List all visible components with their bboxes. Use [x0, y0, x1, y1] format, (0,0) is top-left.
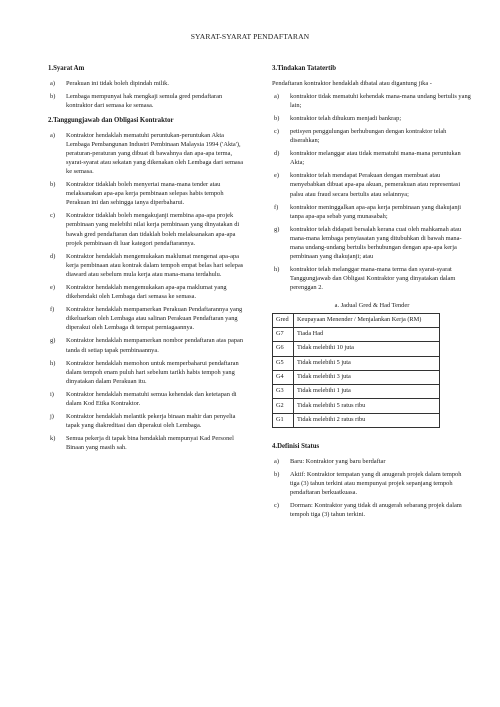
- table-header-gred: Gred: [273, 313, 294, 327]
- list-item: [272, 92, 472, 110]
- list-item-text: Kontraktor hendaklah mengemukakan apa-apa maklumat yang dikehendaki oleh Lembaga dari semasa ke semasa.: [66, 283, 227, 301]
- list-item: [48, 305, 244, 332]
- list-item: [48, 211, 244, 247]
- table-cell-capacity: Tidak melebihi 1 juta: [294, 385, 440, 399]
- grade-tender-table: [272, 313, 440, 429]
- list-item-marker: g): [50, 337, 56, 345]
- list-item-marker: e): [274, 172, 279, 180]
- list-item-text: Kontraktor hendaklah mengemukakan maklumat mengenai apa-apa kerja pembinaan atau kontrak dalam tempoh empat belas hari selepas diaward atau sebelum mula kerja atau mana-mana terdahulu.: [66, 252, 244, 278]
- list-item-marker: f): [50, 306, 55, 314]
- list-item: [48, 92, 244, 110]
- list-item-marker: h): [50, 359, 56, 367]
- section-2-list: [48, 131, 244, 453]
- list-item-text: Kontraktor hendaklah mempamerkan Perakuan Pendaftarannya yang dikeluarkan oleh Lembaga atau salinan Perakuan Pendaftaran yang diperakui oleh Lembaga di tempat perniagaannya.: [66, 306, 243, 332]
- list-item-marker: k): [50, 435, 56, 443]
- list-item-text: Dorman: Kontraktor yang tidak di anugerah sebarang projek dalam tempoh tiga (3) tahun terkini.: [290, 502, 462, 519]
- section-3-list: [272, 92, 472, 293]
- document-title: SYARAT-SYARAT PENDAFTARAN: [190, 32, 310, 41]
- table-row: [273, 413, 440, 427]
- table-cell-capacity: Tidak melebihi 5 juta: [294, 356, 440, 370]
- list-item: [48, 390, 244, 408]
- list-item: [272, 127, 472, 145]
- list-item-text: Kontraktor hendaklah mempamerkan nombor pendaftaran atas papan tanda di setiap tapak pembinaannya.: [66, 337, 244, 354]
- table-row: [273, 399, 440, 413]
- table-caption: a. Jadual Gred & Had Tender: [334, 301, 410, 309]
- list-item: [48, 79, 244, 88]
- list-item-marker: j): [50, 413, 54, 421]
- list-item: [272, 203, 472, 221]
- table-cell-capacity: Tiada Had: [294, 327, 440, 341]
- list-item-text: Kontraktor hendaklah melantik pekerja binaan mahir dan penyelia tapak yang diakreditasi dan diperakui oleh Lembaga.: [66, 413, 236, 430]
- list-item-text: Kontraktor tidaklah boleh mengakujanji membina apa-apa projek pembinaan yang melebihi nilai kerja pembinaan yang dinyatakan di bawah gred pendaftaran dan tidaklah boleh melaksanakan apa-apa projek pembinaan di luar kategori pendaftarannya.: [66, 212, 240, 247]
- list-item-text: kontraktor telah didapati bersalah kerana cuai oleh mahkamah atau mana-mana lembaga penyiasatan yang ditubuhkan di bawah mana-mana undang-undang bertulis berhubungan dengan apa-apa kerja pembinaan yang diakujanji; atau: [290, 225, 462, 261]
- table-cell-gred: G4: [273, 370, 294, 384]
- list-item-marker: e): [50, 283, 55, 291]
- list-item-text: Semua pekerja di tapak bina hendaklah mempunyai Kad Personel Binaan yang masih sah.: [66, 435, 234, 452]
- list-item-marker: c): [274, 128, 279, 136]
- list-item-marker: i): [50, 390, 54, 398]
- list-item-marker: d): [50, 252, 56, 260]
- list-item: [272, 457, 472, 466]
- list-item-text: Kontraktor hendaklah mematuhi semua kehendak dan ketetapan di dalam Kod Etika Kontraktor.: [66, 390, 237, 407]
- table-header-capacity: Keupayaan Menender / Menjalankan Kerja (RM): [294, 313, 440, 327]
- section-2-heading: 2.Tanggungjawab dan Obligasi Kontraktor: [48, 116, 174, 124]
- list-item: [48, 180, 244, 207]
- list-item-marker: a): [50, 79, 55, 87]
- list-item-text: Lembaga mempunyai hak mengkaji semula gred pendaftaran kontraktor dari semasa ke semasa.: [66, 92, 223, 109]
- table-cell-gred: G6: [273, 342, 294, 356]
- list-item: [48, 412, 244, 430]
- list-item-marker: h): [274, 266, 280, 274]
- list-item-text: kontraktor meninggalkan apa-apa kerja pembinaan yang diakujanji tanpa apa-apa sebab yang munasabah;: [290, 203, 462, 220]
- table-row: [273, 342, 440, 356]
- list-item: [272, 470, 472, 497]
- list-item-text: Perakuan ini tidak boleh dipindah milik.: [66, 79, 169, 87]
- list-item-marker: g): [274, 225, 280, 233]
- section-1-list: [48, 79, 244, 110]
- list-item: [48, 252, 244, 279]
- list-item: [272, 225, 472, 261]
- table-cell-gred: G1: [273, 413, 294, 427]
- right-column: [272, 64, 472, 523]
- section-3-intro: Pendaftaran kontraktor hendaklah dibatal atau digantung jika -: [272, 79, 432, 87]
- list-item-text: kontraktor tidak mematuhi kehendak mana-mana undang bertulis yang lain;: [290, 92, 471, 109]
- table-cell-gred: G7: [273, 327, 294, 341]
- list-item: [272, 171, 472, 198]
- list-item-marker: b): [274, 114, 280, 122]
- list-item-text: Kontraktor hendaklah mematuhi peruntukan-peruntukan Akta Lembaga Pembangunan Industri Pembinaan Malaysia 1994 ('Akta'), peraturan-peraturan yang dibuat di bawahnya dan apa-apa terma, syarat-syarat atau sekatan yang dikenakan oleh Lembaga dari semasa ke semasa.: [66, 131, 244, 175]
- list-item-text: Baru: Kontraktor yang baru berdaftar: [290, 457, 386, 465]
- list-item: [272, 501, 472, 519]
- section-1-heading: 1.Syarat Am: [48, 65, 85, 72]
- left-column: [48, 64, 244, 456]
- list-item: [272, 114, 472, 123]
- list-item: [272, 265, 472, 292]
- list-item-text: Kontraktor hendaklah memohon untuk memperbaharui pendaftaran dalam tempoh enam puluh hari sebelum tarikh habis tempoh yang dinyatakan dalam Perakuan itu.: [66, 359, 239, 385]
- section-3-heading: 3.Tindakan Tatatertib: [272, 65, 337, 72]
- list-item-marker: d): [274, 150, 280, 158]
- list-item: [48, 336, 244, 354]
- table-cell-gred: G2: [273, 399, 294, 413]
- table-cell-capacity: Tidak melebihi 2 ratus ribu: [294, 413, 440, 427]
- list-item: [48, 359, 244, 386]
- table-row: [273, 356, 440, 370]
- list-item-marker: b): [50, 92, 56, 100]
- table-cell-capacity: Tidak melebihi 3 juta: [294, 370, 440, 384]
- list-item-marker: a): [274, 92, 279, 100]
- section-4-list: [272, 457, 472, 520]
- list-item-text: petisyen penggulungan berhubungan dengan kontraktor telah diserahkan;: [290, 128, 447, 145]
- table-row: [273, 327, 440, 341]
- list-item: [48, 283, 244, 301]
- list-item-marker: c): [50, 212, 55, 220]
- list-item-text: kontraktor telah mendapat Perakuan dengan membuat atau menyebabkan dibuat apa-apa akuan, pemerakuan atau representasi palsu atau fraud secara bertulis atau selainnya;: [290, 172, 461, 198]
- table-cell-gred: G3: [273, 385, 294, 399]
- list-item-text: kontraktor melanggar atau tidak mematuhi mana-mana peruntukan Akta;: [290, 150, 461, 167]
- list-item: [48, 434, 244, 452]
- list-item-text: Kontraktor tidaklah boleh menyertai mana-mana tender atau melaksanakan apa-apa kerja pembinaan selepas habis tempoh Perakuan ini dan sehingga ianya diperbaharui.: [66, 181, 224, 207]
- table-row: [273, 370, 440, 384]
- table-body: [273, 327, 440, 427]
- list-item-marker: b): [274, 470, 280, 478]
- table-cell-gred: G5: [273, 356, 294, 370]
- list-item-text: Aktif: Kontraktor tempatan yang di anugerah projek dalam tempoh tiga (3) tahun terkini atau mempunyai projek sepanjang tempoh pendaftaran berkuatkuasa.: [290, 470, 462, 497]
- list-item-marker: c): [274, 502, 279, 510]
- list-item-text: kontraktor telah dihukum menjadi bankrap;: [290, 114, 402, 122]
- section-4-heading: 4.Definisi Status: [272, 443, 320, 451]
- list-item: [272, 149, 472, 167]
- list-item-marker: a): [50, 131, 55, 139]
- list-item-marker: f): [274, 203, 279, 211]
- list-item: [48, 131, 244, 176]
- table-cell-capacity: Tidak melebihi 10 juta: [294, 342, 440, 356]
- list-item-marker: a): [274, 457, 279, 465]
- list-item-marker: b): [50, 181, 56, 189]
- table-header-row: [273, 313, 440, 327]
- table-row: [273, 385, 440, 399]
- list-item-text: kontraktor telah melanggar mana-mana terma dan syarat-syarat Tanggungjawab dan Obligasi Kontraktor yang dinyatakan dalam perenggan 2.: [290, 266, 456, 292]
- table-cell-capacity: Tidak melebihi 5 ratus ribu: [294, 399, 440, 413]
